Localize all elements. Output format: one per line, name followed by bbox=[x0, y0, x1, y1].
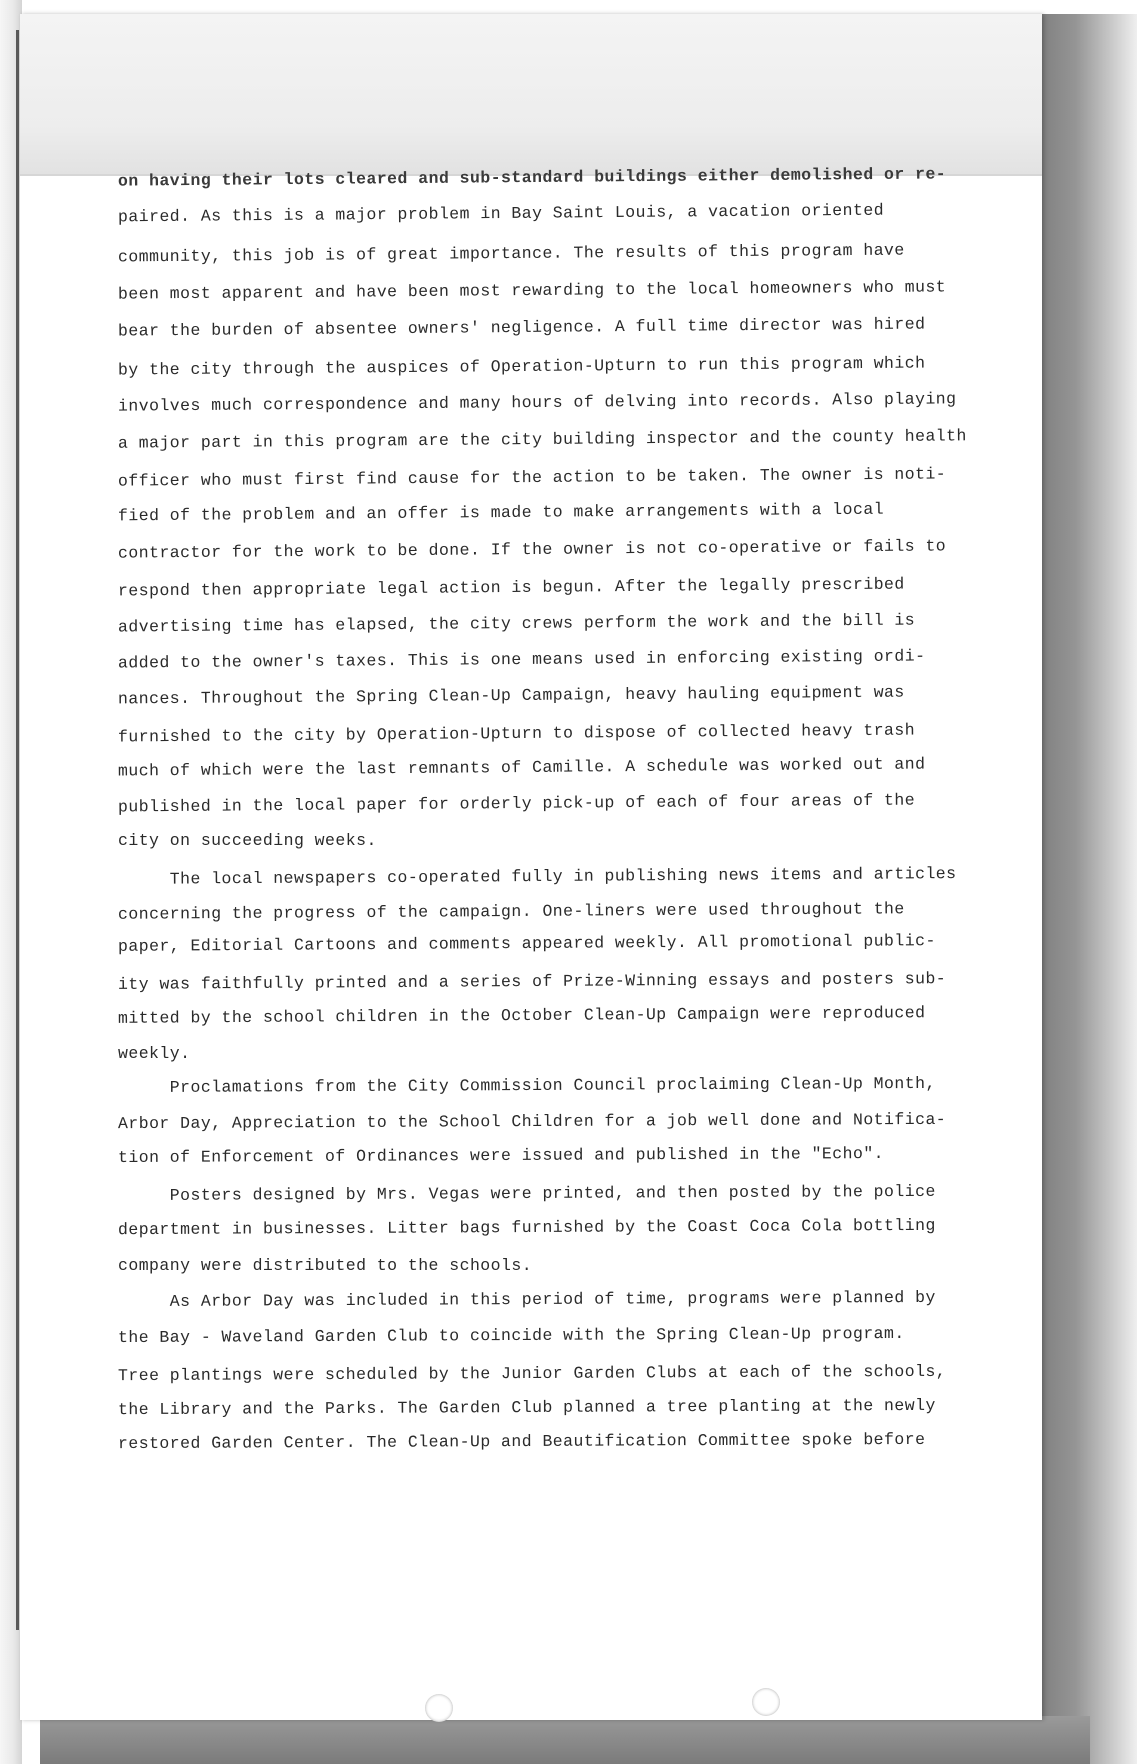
text-line: ity was faithfully printed and a series of Prize-Winning essays and posters sub- bbox=[117, 969, 947, 994]
text-line: much of which were the last remnants of Camille. A schedule was worked out and bbox=[117, 754, 926, 781]
text-line: Proclamations from the City Commission Council proclaiming Clean-Up Month, bbox=[117, 1073, 936, 1098]
text-line: concerning the progress of the campaign. One-liners were used throughout the bbox=[117, 899, 905, 924]
text-line: by the city through the auspices of Operation-Upturn to run this program which bbox=[117, 353, 926, 380]
text-line: paired. As this is a major problem in Bay Saint Louis, a vacation oriented bbox=[117, 200, 885, 227]
text-line: company were distributed to the schools. bbox=[118, 1256, 533, 1275]
text-line: the Library and the Parks. The Garden Club planned a tree planting at the newly bbox=[117, 1395, 936, 1420]
text-line: furnished to the city by Operation-Upturn to dispose of collected heavy trash bbox=[117, 720, 916, 747]
text-line: involves much correspondence and many hours of delving into records. Also playing bbox=[117, 389, 957, 416]
text-line: respond then appropriate legal action is begun. After the legally prescribed bbox=[117, 574, 905, 601]
backing-sheet-right bbox=[1035, 14, 1137, 1764]
text-line: the Bay - Waveland Garden Club to coincide with the Spring Clean-Up program. bbox=[117, 1323, 905, 1348]
text-line: published in the local paper for orderly pick-up of each of four areas of the bbox=[117, 790, 916, 817]
text-line: community, this job is of great importance. The results of this program have bbox=[117, 240, 905, 267]
text-line: mitted by the school children in the October Clean-Up Campaign were reproduced bbox=[117, 1003, 926, 1028]
backing-sheet-bottom bbox=[40, 1716, 1090, 1764]
folded-page-band bbox=[20, 14, 1042, 176]
text-line: been most apparent and have been most rewarding to the local homeowners who must bbox=[117, 277, 947, 304]
text-line: a major part in this program are the city building inspector and the county health bbox=[117, 426, 967, 453]
text-line: Arbor Day, Appreciation to the School Children for a job well done and Notifica- bbox=[117, 1109, 947, 1134]
text-line: restored Garden Center. The Clean-Up and Beautification Committee spoke before bbox=[117, 1429, 926, 1454]
text-line: tion of Enforcement of Ordinances were issued and published in the "Echo". bbox=[117, 1143, 885, 1168]
text-line: fied of the problem and an offer is made to make arrangements with a local bbox=[117, 499, 885, 526]
text-line: paper, Editorial Cartoons and comments appeared weekly. All promotional public- bbox=[117, 931, 936, 956]
text-line: on having their lots cleared and sub-standard buildings either demolished or re- bbox=[117, 164, 947, 191]
binder-hole-right bbox=[752, 1688, 780, 1716]
text-line: weekly. bbox=[118, 1044, 191, 1063]
text-line: nances. Throughout the Spring Clean-Up Campaign, heavy hauling equipment was bbox=[117, 682, 905, 709]
text-line: As Arbor Day was included in this period of time, programs were planned by bbox=[117, 1287, 936, 1312]
text-line: The local newspapers co-operated fully in publishing news items and articles bbox=[117, 864, 957, 889]
text-line: city on succeeding weeks. bbox=[118, 831, 377, 850]
text-line: officer who must first find cause for the action to be taken. The owner is noti- bbox=[117, 464, 947, 491]
text-line: department in businesses. Litter bags furnished by the Coast Coca Cola bottling bbox=[117, 1215, 936, 1240]
text-line: Tree plantings were scheduled by the Junior Garden Clubs at each of the schools, bbox=[117, 1361, 947, 1386]
text-line: Posters designed by Mrs. Vegas were printed, and then posted by the police bbox=[117, 1181, 936, 1206]
scan-left-shadow-line bbox=[16, 30, 19, 1630]
text-line: advertising time has elapsed, the city crews perform the work and the bill is bbox=[117, 610, 916, 637]
text-line: bear the burden of absentee owners' negligence. A full time director was hired bbox=[117, 314, 926, 341]
binder-hole-left bbox=[425, 1694, 453, 1722]
text-line: contractor for the work to be done. If the owner is not co-operative or fails to bbox=[117, 536, 947, 563]
text-line: added to the owner's taxes. This is one means used in enforcing existing ordi- bbox=[117, 646, 926, 673]
